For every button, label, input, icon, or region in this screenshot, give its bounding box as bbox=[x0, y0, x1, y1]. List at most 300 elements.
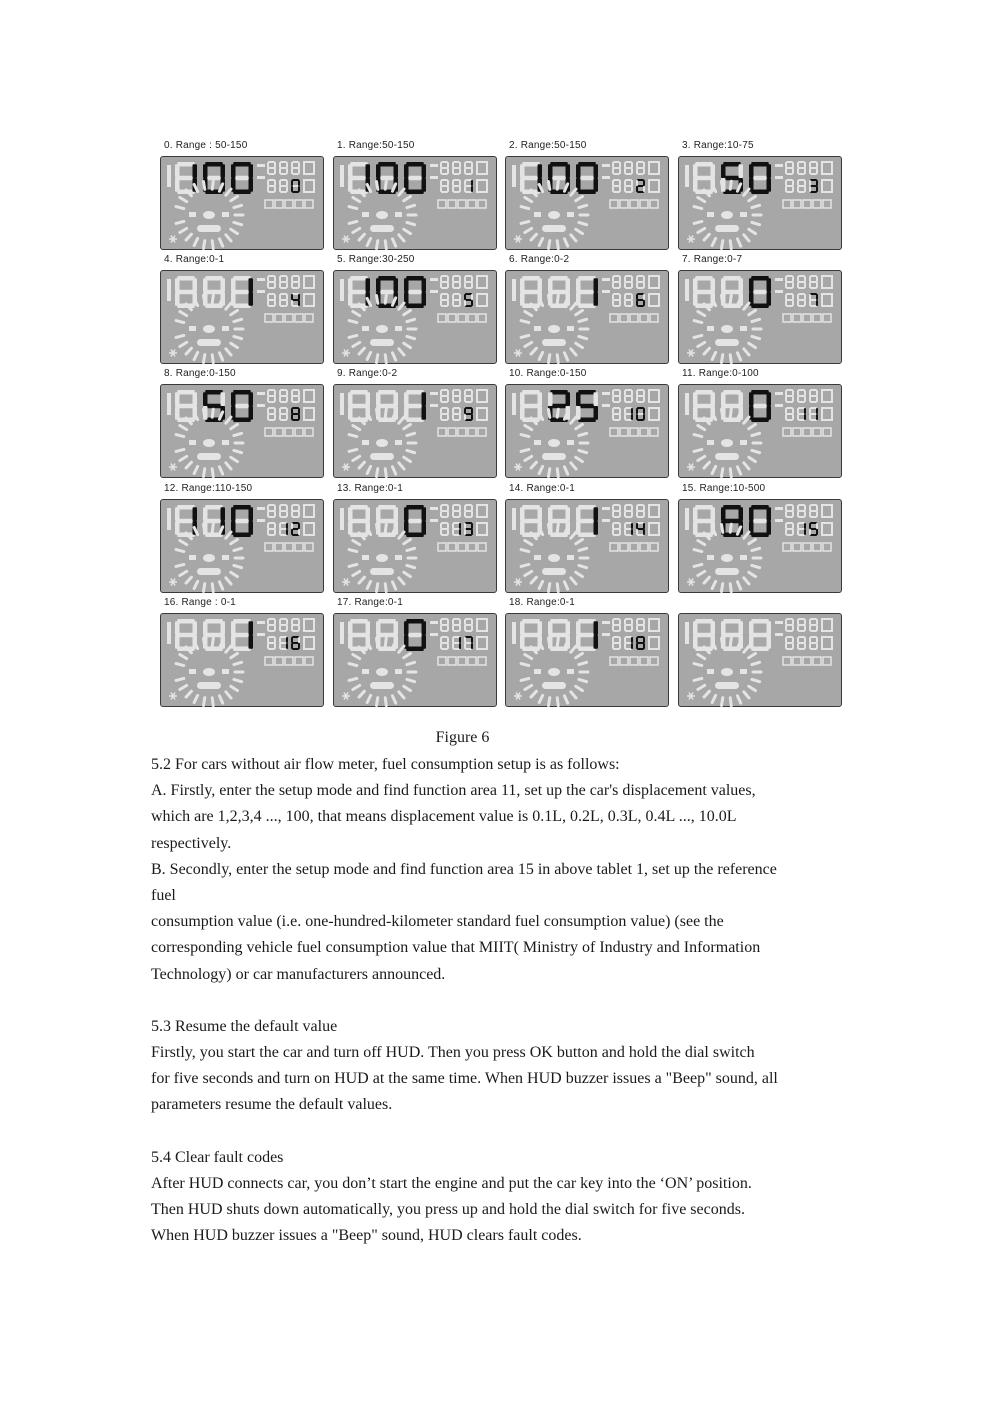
left-icon bbox=[534, 212, 541, 217]
status-indicator bbox=[630, 314, 638, 322]
paragraph-line: Firstly, you start the car and turn off HUD. Then you press OK button and hold the dial switch bbox=[151, 1044, 755, 1062]
large-digit bbox=[231, 162, 253, 194]
upper-digit bbox=[267, 389, 276, 403]
hud-display bbox=[333, 384, 497, 478]
upper-digit bbox=[452, 504, 461, 518]
unit-tag bbox=[257, 278, 265, 281]
center-icon bbox=[548, 554, 560, 562]
tach-tick bbox=[407, 548, 415, 550]
bracket-indicator bbox=[167, 393, 171, 415]
tach-tick bbox=[525, 541, 532, 545]
large-digit bbox=[231, 619, 253, 651]
status-indicator bbox=[610, 200, 618, 208]
tach-tick bbox=[367, 352, 370, 359]
upper-digit bbox=[636, 504, 645, 518]
panel-range-label: 5. Range:30-250 bbox=[337, 254, 415, 265]
tach-tick bbox=[557, 409, 558, 417]
tach-tick bbox=[539, 695, 542, 702]
tach-tick bbox=[737, 467, 740, 474]
status-indicator bbox=[448, 314, 456, 322]
tach-tick bbox=[385, 584, 386, 592]
tach-tick bbox=[385, 409, 386, 417]
tach-tick bbox=[694, 564, 702, 566]
tach-tick bbox=[392, 582, 395, 589]
status-indicator bbox=[285, 428, 293, 436]
tach-tick bbox=[752, 662, 760, 664]
tach-tick bbox=[579, 450, 587, 452]
tach-tick bbox=[234, 205, 242, 207]
tach-tick bbox=[744, 578, 749, 584]
status-indicator bbox=[650, 657, 658, 665]
upper-digit bbox=[612, 389, 621, 403]
panel-range-label: 14. Range:0-1 bbox=[509, 483, 575, 494]
tach-tick bbox=[579, 319, 587, 321]
tach-tick bbox=[698, 228, 705, 232]
tach-tick bbox=[531, 691, 536, 697]
right-icon bbox=[740, 669, 747, 674]
unit-box bbox=[477, 408, 487, 420]
status-indicator bbox=[265, 543, 273, 551]
center-icon bbox=[548, 668, 560, 676]
status-indicator bbox=[813, 200, 821, 208]
tach-tick bbox=[571, 417, 576, 423]
tach-tick bbox=[521, 678, 529, 680]
hud-display bbox=[333, 613, 497, 707]
unit-box bbox=[649, 637, 659, 649]
upper-digit bbox=[809, 504, 818, 518]
figure-6-grid bbox=[158, 140, 844, 708]
large-digit bbox=[576, 276, 598, 308]
status-indicator bbox=[295, 314, 303, 322]
tach-tick bbox=[349, 435, 357, 437]
center-icon bbox=[548, 325, 560, 333]
left-icon bbox=[189, 669, 196, 674]
unit-tag bbox=[430, 290, 438, 293]
tach-tick bbox=[385, 295, 386, 303]
tach-tick bbox=[712, 352, 715, 359]
right-icon bbox=[395, 326, 402, 331]
panel-range-label: 10. Range:0-150 bbox=[509, 368, 587, 379]
unit-tag bbox=[257, 392, 265, 395]
code-digit bbox=[440, 636, 449, 650]
status-indicator bbox=[783, 657, 791, 665]
center-icon bbox=[721, 325, 733, 333]
unit-tag bbox=[257, 176, 265, 179]
tach-tick bbox=[203, 584, 204, 592]
tach-tick bbox=[385, 698, 386, 706]
panel-range-label: 13. Range:0-1 bbox=[337, 483, 403, 494]
tach-tick bbox=[212, 295, 213, 303]
status-indicator bbox=[448, 543, 456, 551]
code-digit bbox=[464, 179, 473, 193]
unit-box bbox=[649, 276, 659, 288]
unit-tag bbox=[430, 164, 438, 167]
tach-tick bbox=[564, 467, 567, 474]
large-digit bbox=[749, 505, 771, 537]
panel-range-label: 16. Range : 0-1 bbox=[164, 597, 236, 608]
tach-tick bbox=[407, 336, 415, 338]
unit-tag bbox=[430, 176, 438, 179]
tach-tick bbox=[392, 696, 395, 703]
unit-box bbox=[822, 523, 832, 535]
unit-box bbox=[822, 619, 832, 631]
code-digit bbox=[785, 293, 794, 307]
status-indicator bbox=[640, 428, 648, 436]
tach-tick bbox=[353, 571, 360, 575]
code-digit bbox=[464, 522, 473, 536]
upper-digit bbox=[291, 618, 300, 632]
tach-tick bbox=[704, 234, 709, 240]
tach-tick bbox=[744, 349, 749, 355]
tach-tick bbox=[203, 355, 204, 363]
status-indicator bbox=[478, 543, 486, 551]
bracket-indicator bbox=[167, 622, 171, 644]
tach-tick bbox=[571, 235, 576, 241]
status-indicator bbox=[620, 200, 628, 208]
hud-display bbox=[678, 384, 842, 478]
tach-tick bbox=[226, 532, 231, 538]
tach-tick bbox=[721, 295, 722, 303]
center-icon bbox=[721, 668, 733, 676]
hud-panel-cell bbox=[331, 483, 501, 596]
hud-panel-cell bbox=[158, 140, 328, 253]
bracket-indicator bbox=[512, 622, 516, 644]
code-digit bbox=[452, 407, 461, 421]
tach-tick bbox=[521, 207, 529, 209]
center-icon bbox=[376, 668, 388, 676]
tach-tick bbox=[180, 312, 187, 316]
tach-tick bbox=[744, 532, 749, 538]
tach-tick bbox=[694, 335, 702, 337]
mode-bar bbox=[197, 225, 221, 232]
upper-digit bbox=[464, 389, 473, 403]
tach-tick bbox=[376, 469, 377, 477]
status-indicator bbox=[295, 657, 303, 665]
tach-tick bbox=[752, 548, 760, 550]
tach-tick bbox=[548, 241, 549, 249]
tach-tick bbox=[749, 310, 756, 314]
tach-tick bbox=[234, 548, 242, 550]
status-indicator bbox=[640, 200, 648, 208]
tach-tick bbox=[730, 584, 731, 592]
unit-box bbox=[649, 408, 659, 420]
tach-tick bbox=[176, 435, 184, 437]
status-indicator bbox=[478, 428, 486, 436]
tach-tick bbox=[571, 189, 576, 195]
tach-tick bbox=[186, 577, 191, 583]
tach-tick bbox=[525, 228, 532, 232]
unit-box bbox=[649, 390, 659, 402]
upper-digit bbox=[452, 389, 461, 403]
unit-tag bbox=[257, 290, 265, 293]
unit-box bbox=[304, 505, 314, 517]
unit-box bbox=[822, 637, 832, 649]
tach-tick bbox=[404, 539, 411, 543]
status-indicator bbox=[458, 200, 466, 208]
upper-digit bbox=[440, 275, 449, 289]
unit-box bbox=[477, 523, 487, 535]
large-digit bbox=[576, 505, 598, 537]
tach-tick bbox=[219, 582, 222, 589]
code-digit bbox=[624, 293, 633, 307]
bracket-indicator bbox=[340, 393, 344, 415]
tach-tick bbox=[194, 581, 197, 588]
tach-tick bbox=[749, 539, 756, 543]
code-digit bbox=[291, 407, 300, 421]
tach-tick bbox=[385, 241, 386, 249]
upper-digit bbox=[624, 389, 633, 403]
status-indicator bbox=[620, 428, 628, 436]
unit-tag bbox=[602, 507, 610, 510]
tach-tick bbox=[557, 241, 558, 249]
tach-tick bbox=[180, 655, 187, 659]
tach-tick bbox=[226, 349, 231, 355]
tach-tick bbox=[399, 189, 404, 195]
center-icon bbox=[203, 325, 215, 333]
tach-tick bbox=[548, 698, 549, 706]
status-indicator bbox=[305, 428, 313, 436]
hud-panel-cell bbox=[331, 368, 501, 481]
hud-panel-cell bbox=[676, 140, 846, 253]
tach-tick bbox=[525, 456, 532, 460]
code-digit bbox=[267, 522, 276, 536]
upper-digit bbox=[809, 275, 818, 289]
tach-tick bbox=[376, 355, 377, 363]
tach-tick bbox=[176, 678, 184, 680]
status-indicator bbox=[438, 428, 446, 436]
tach-tick bbox=[194, 238, 197, 245]
status-indicator bbox=[640, 543, 648, 551]
tach-tick bbox=[698, 685, 705, 689]
tach-tick bbox=[359, 348, 364, 354]
bracket-indicator bbox=[340, 165, 344, 187]
status-indicator bbox=[793, 314, 801, 322]
tach-tick bbox=[231, 572, 238, 576]
tach-tick bbox=[203, 469, 204, 477]
tach-tick bbox=[704, 462, 709, 468]
left-icon bbox=[707, 669, 714, 674]
tach-tick bbox=[694, 435, 702, 437]
tach-tick bbox=[404, 229, 411, 233]
status-indicator bbox=[610, 314, 618, 322]
mode-bar bbox=[370, 568, 394, 575]
unit-box bbox=[477, 294, 487, 306]
status-indicator bbox=[620, 543, 628, 551]
right-icon bbox=[395, 212, 402, 217]
left-icon bbox=[707, 326, 714, 331]
status-indicator bbox=[458, 657, 466, 665]
tach-tick bbox=[571, 463, 576, 469]
paragraph-line: corresponding vehicle fuel consumption value that MIIT( Ministry of Industry and Information bbox=[151, 939, 761, 957]
tach-tick bbox=[359, 462, 364, 468]
unit-tag bbox=[430, 633, 438, 636]
center-icon bbox=[548, 439, 560, 447]
tach-tick bbox=[744, 692, 749, 698]
mode-bar bbox=[715, 453, 739, 460]
right-icon bbox=[740, 555, 747, 560]
tach-tick bbox=[752, 565, 760, 567]
right-icon bbox=[567, 326, 574, 331]
right-icon bbox=[222, 326, 229, 331]
tach-tick bbox=[404, 310, 411, 314]
upper-digit bbox=[464, 275, 473, 289]
tach-tick bbox=[571, 692, 576, 698]
tach-tick bbox=[353, 342, 360, 346]
tach-tick bbox=[385, 524, 386, 532]
tach-tick bbox=[752, 336, 760, 338]
unit-tag bbox=[775, 507, 783, 510]
tach-tick bbox=[579, 662, 587, 664]
unit-box bbox=[822, 180, 832, 192]
upper-digit bbox=[267, 275, 276, 289]
tach-tick bbox=[385, 469, 386, 477]
tach-tick bbox=[176, 550, 184, 552]
upper-digit bbox=[464, 618, 473, 632]
unit-box bbox=[649, 294, 659, 306]
tach-tick bbox=[376, 638, 377, 646]
tach-tick bbox=[203, 524, 204, 532]
left-icon bbox=[189, 212, 196, 217]
unit-tag bbox=[602, 633, 610, 636]
center-icon bbox=[376, 325, 388, 333]
tach-tick bbox=[730, 698, 731, 706]
right-icon bbox=[740, 212, 747, 217]
code-digit bbox=[279, 293, 288, 307]
tach-tick bbox=[571, 303, 576, 309]
tach-tick bbox=[749, 343, 756, 347]
tach-tick bbox=[744, 646, 749, 652]
tach-tick bbox=[521, 335, 529, 337]
tach-tick bbox=[521, 221, 529, 223]
tach-tick bbox=[698, 342, 705, 346]
tach-tick bbox=[557, 524, 558, 532]
status-indicator bbox=[265, 657, 273, 665]
paragraph-line: Then HUD shuts down automatically, you press up and hold the dial switch for five seconds. bbox=[151, 1201, 745, 1219]
bracket-indicator bbox=[512, 393, 516, 415]
center-icon bbox=[376, 439, 388, 447]
right-icon bbox=[222, 440, 229, 445]
tach-tick bbox=[698, 198, 705, 202]
hud-display bbox=[333, 499, 497, 593]
unit-tag bbox=[257, 404, 265, 407]
code-digit bbox=[291, 522, 300, 536]
status-indicator bbox=[650, 428, 658, 436]
large-digit bbox=[231, 390, 253, 422]
code-digit bbox=[267, 636, 276, 650]
code-digit bbox=[612, 179, 621, 193]
code-digit bbox=[464, 636, 473, 650]
tach-tick bbox=[231, 229, 238, 233]
upper-digit bbox=[267, 504, 276, 518]
code-digit bbox=[624, 179, 633, 193]
tach-tick bbox=[385, 638, 386, 646]
unit-tag bbox=[775, 164, 783, 167]
mode-bar bbox=[715, 339, 739, 346]
tach-tick bbox=[571, 349, 576, 355]
unit-tag bbox=[257, 507, 265, 510]
large-digit bbox=[576, 390, 598, 422]
status-indicator bbox=[803, 543, 811, 551]
tach-tick bbox=[407, 662, 415, 664]
bracket-indicator bbox=[685, 165, 689, 187]
status-indicator bbox=[285, 657, 293, 665]
tach-tick bbox=[521, 449, 529, 451]
tach-tick bbox=[721, 584, 722, 592]
tach-tick bbox=[407, 319, 415, 321]
mode-bar bbox=[197, 453, 221, 460]
code-digit bbox=[440, 522, 449, 536]
unit-tag bbox=[775, 519, 783, 522]
right-icon bbox=[567, 555, 574, 560]
code-digit bbox=[636, 179, 645, 193]
tach-tick bbox=[749, 653, 756, 657]
unit-tag bbox=[602, 392, 610, 395]
tach-tick bbox=[219, 353, 222, 360]
tach-tick bbox=[548, 355, 549, 363]
tach-tick bbox=[176, 321, 184, 323]
tach-tick bbox=[694, 221, 702, 223]
tach-tick bbox=[353, 456, 360, 460]
tach-tick bbox=[231, 457, 238, 461]
tach-tick bbox=[404, 653, 411, 657]
tach-tick bbox=[226, 578, 231, 584]
code-digit bbox=[291, 179, 300, 193]
status-indicator bbox=[793, 543, 801, 551]
tach-tick bbox=[539, 238, 542, 245]
code-digit bbox=[612, 522, 621, 536]
mode-bar bbox=[370, 225, 394, 232]
tach-tick bbox=[212, 638, 213, 646]
right-icon bbox=[222, 669, 229, 674]
paragraph-line: When HUD buzzer issues a "Beep" sound, HUD clears fault codes. bbox=[151, 1227, 582, 1245]
upper-digit bbox=[612, 161, 621, 175]
tach-tick bbox=[737, 696, 740, 703]
panel-range-label: 15. Range:10-500 bbox=[682, 483, 766, 494]
large-digit bbox=[749, 276, 771, 308]
hud-panel-cell bbox=[676, 483, 846, 596]
tach-tick bbox=[407, 222, 415, 224]
code-digit bbox=[279, 179, 288, 193]
tach-tick bbox=[407, 565, 415, 567]
tach-tick bbox=[231, 539, 238, 543]
upper-digit bbox=[612, 504, 621, 518]
tach-tick bbox=[712, 695, 715, 702]
code-digit bbox=[452, 293, 461, 307]
tach-tick bbox=[564, 239, 567, 246]
tach-tick bbox=[399, 646, 404, 652]
hud-panel-cell bbox=[676, 368, 846, 481]
upper-digit bbox=[452, 618, 461, 632]
tach-tick bbox=[349, 678, 357, 680]
unit-box bbox=[822, 294, 832, 306]
status-indicator bbox=[793, 657, 801, 665]
tach-tick bbox=[704, 348, 709, 354]
paragraph-line: A. Firstly, enter the setup mode and find function area 11, set up the car's displacement values, bbox=[151, 782, 756, 800]
tach-tick bbox=[521, 435, 529, 437]
tach-tick bbox=[698, 541, 705, 545]
tach-tick bbox=[180, 228, 187, 232]
status-indicator bbox=[630, 543, 638, 551]
tach-tick bbox=[557, 698, 558, 706]
status-indicator bbox=[448, 200, 456, 208]
bracket-indicator bbox=[167, 508, 171, 530]
tach-tick bbox=[694, 550, 702, 552]
tach-tick bbox=[385, 355, 386, 363]
hud-display bbox=[505, 384, 669, 478]
unit-tag bbox=[602, 278, 610, 281]
unit-box bbox=[822, 505, 832, 517]
status-indicator bbox=[478, 657, 486, 665]
